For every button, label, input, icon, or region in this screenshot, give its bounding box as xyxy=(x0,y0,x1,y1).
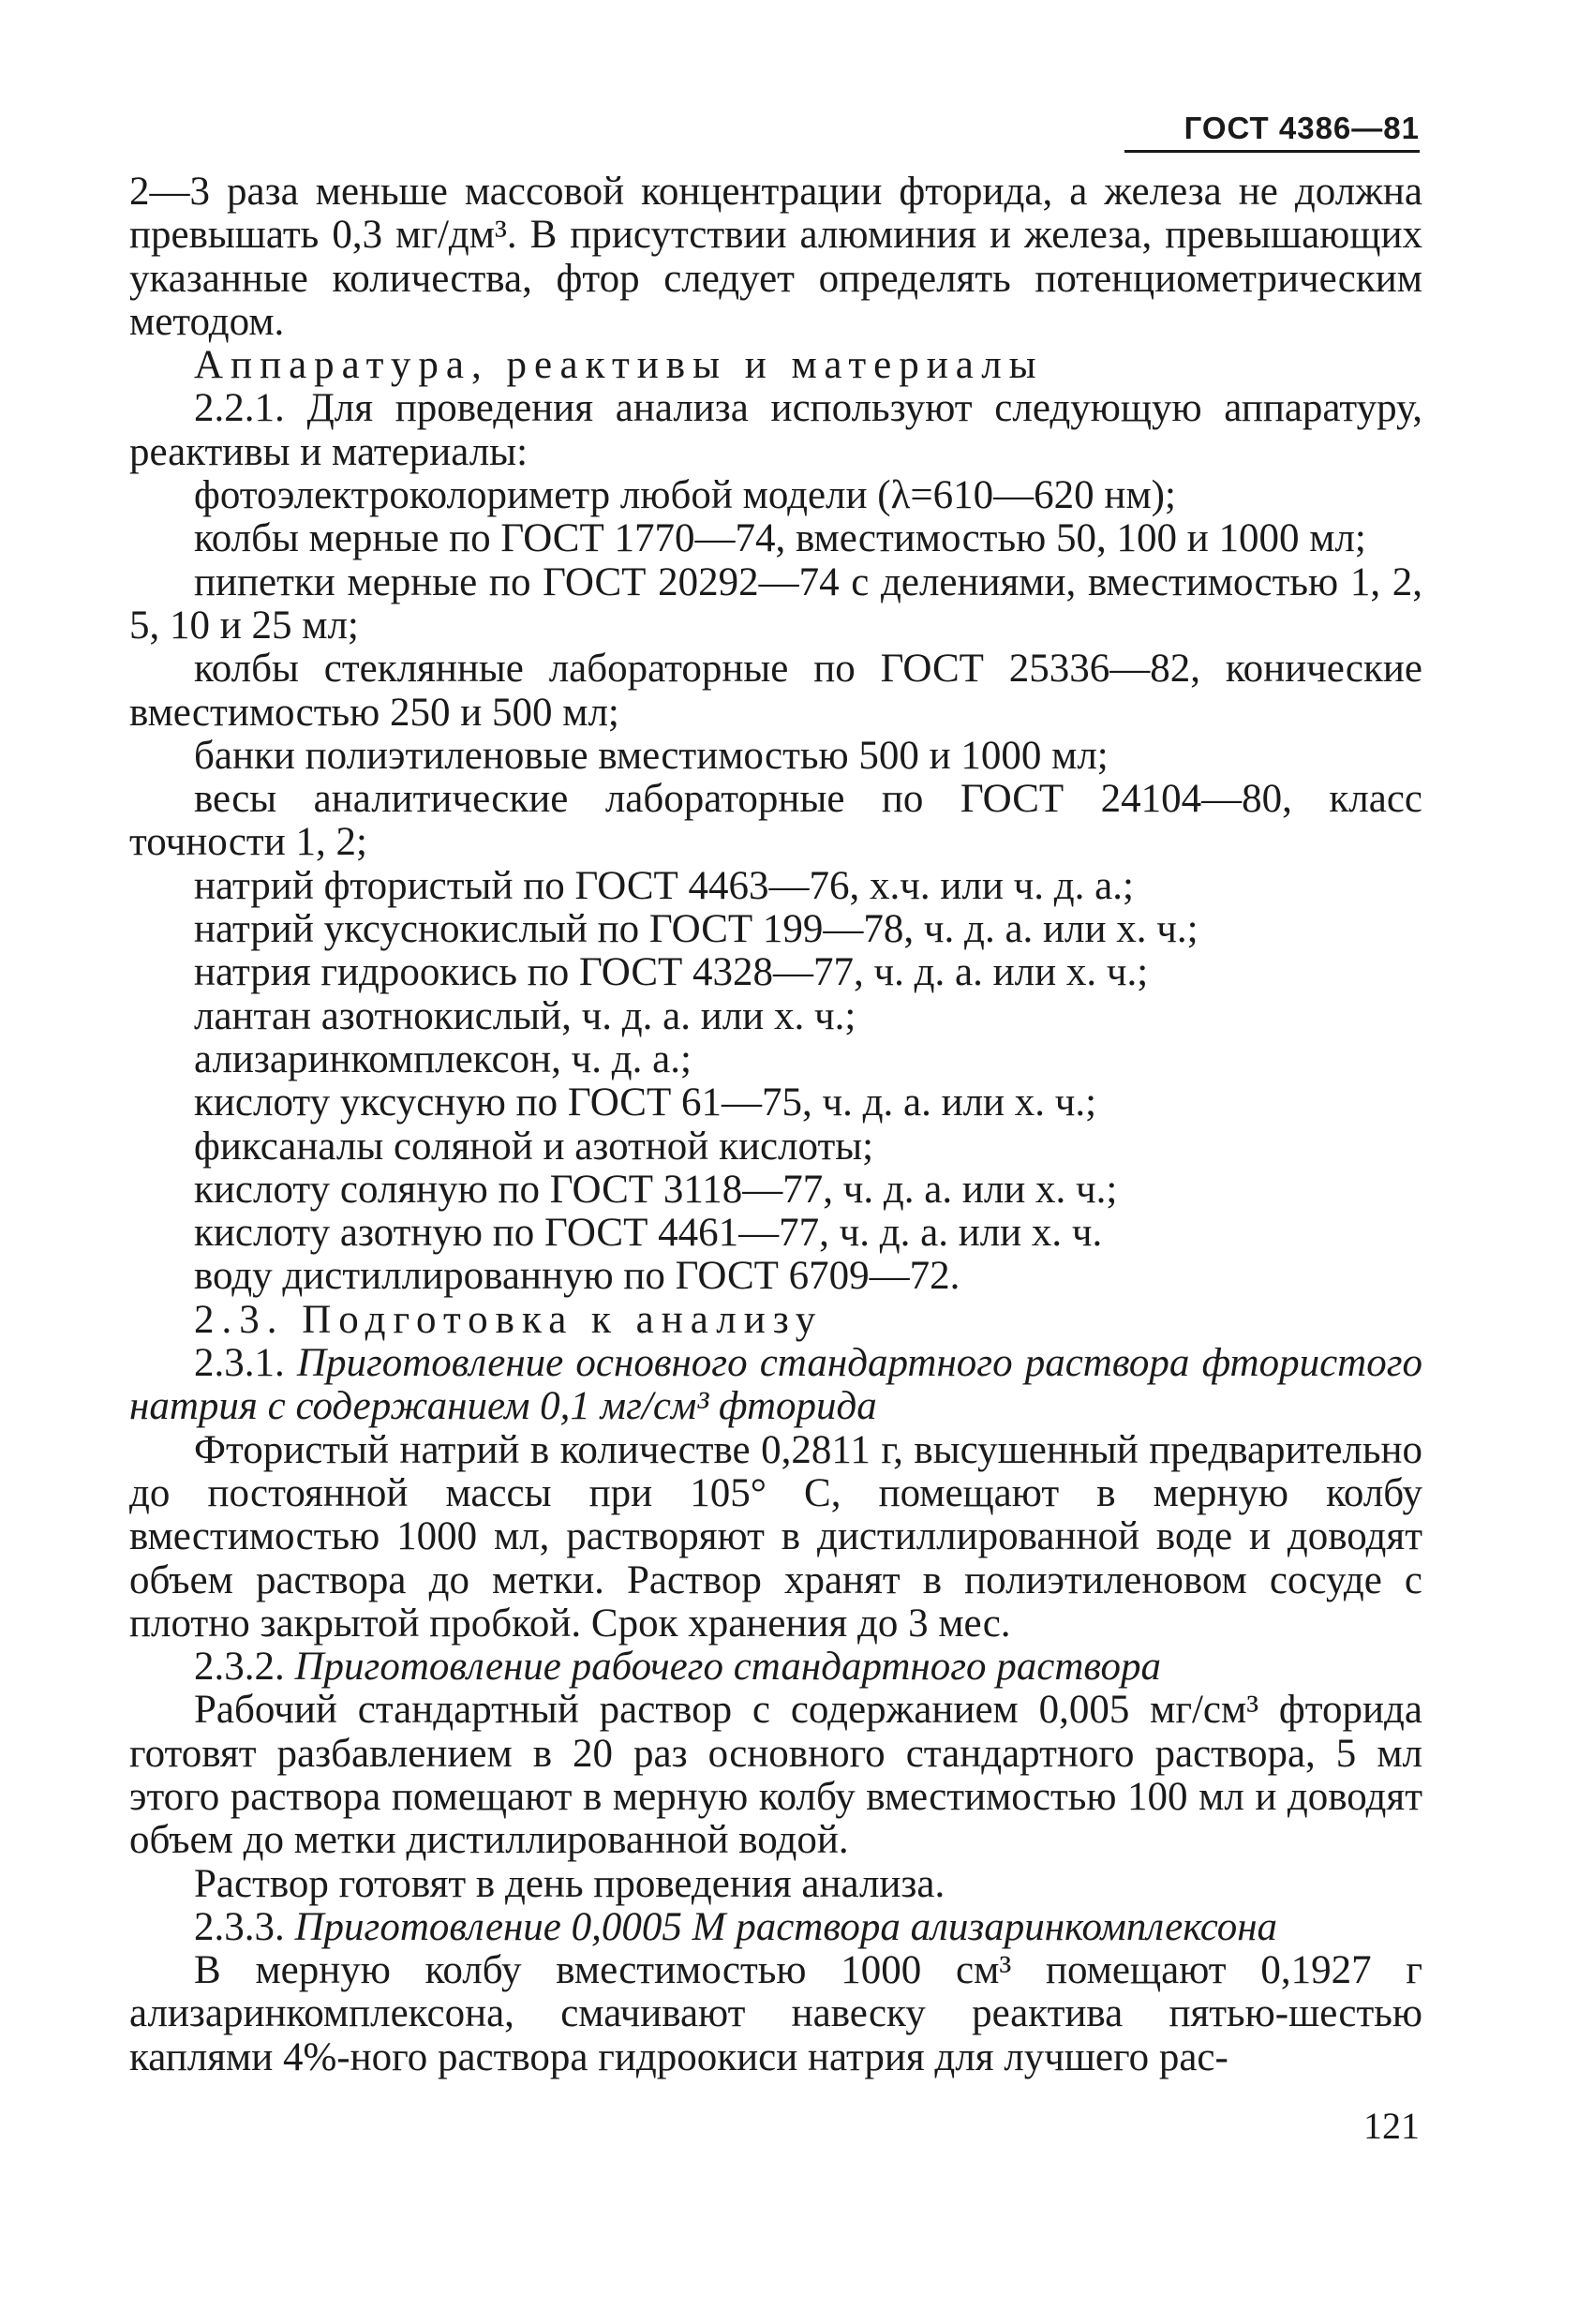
paragraph: Фтористый натрий в количестве 0,2811 г, высушенный предварительно до постоянной массы при 105° С, помещают в мерную колбу вместимостью 1000 мл, растворяют в дистиллированной воде и доводят объем раствора до метки. Раствор хранят в полиэтиленовом сосуде с плотно закрытой пробкой. Срок хранения до 3 мес. xyxy=(129,1427,1422,1646)
subheading: Аппаратура, реактивы и материалы xyxy=(194,343,1044,388)
list-item: натрий уксуснокислый по ГОСТ 199—78, ч. д. а. или х. ч.; xyxy=(194,907,1198,952)
subsection-number: 2.3.2. xyxy=(194,1645,285,1690)
list-item: воду дистиллированную по ГОСТ 6709—72. xyxy=(194,1254,960,1299)
subsection-title-text: Приготовление рабочего стандартного раствора xyxy=(294,1645,1162,1690)
subsection-number: 2.3.1. xyxy=(194,1341,285,1386)
list-item: лантан азотнокислый, ч. д. а. или х. ч.; xyxy=(194,993,856,1038)
list-item: фотоэлектроколориметр любой модели (λ=610—620 нм); xyxy=(194,473,1176,518)
subsection-title xyxy=(129,1646,1422,1689)
paragraph: Раствор готовят в день проведения анализа. xyxy=(194,1861,945,1906)
document-header: ГОСТ 4386—81 xyxy=(1184,111,1420,145)
header-rule xyxy=(1124,150,1420,153)
list-item: кислоту соляную по ГОСТ 3118—77, ч. д. а. или х. ч.; xyxy=(194,1167,1118,1212)
list-item: колбы мерные по ГОСТ 1770—74, вместимостью 50, 100 и 1000 мл; xyxy=(194,516,1366,561)
page-number: 121 xyxy=(1363,2105,1420,2147)
list-item: пипетки мерные по ГОСТ 20292—74 с делениями, вместимостью 1, 2, 5, 10 и 25 мл; xyxy=(129,559,1422,648)
subsection-title-text: Приготовление основного стандартного раствора фтористого натрия с содержанием 0,1 мг/см³ фторида xyxy=(129,1341,1422,1429)
subsection-title-text: Приготовление 0,0005 М раствора ализаринкомплексона xyxy=(294,1904,1278,1949)
list-item: натрий фтористый по ГОСТ 4463—76, х.ч. или ч. д. а.; xyxy=(194,863,1134,908)
subsection-title xyxy=(129,1906,1422,1949)
list-item: кислоту азотную по ГОСТ 4461—77, ч. д. а. или х. ч. xyxy=(194,1211,1103,1256)
paragraph: В мерную колбу вместимостью 1000 см³ помещают 0,1927 г ализаринкомплексона, смачивают навеску реактива пятью-шестью каплями 4%-ного раствора гидроокиси натрия для лучшего рас- xyxy=(129,1948,1422,2079)
list-item: натрия гидроокись по ГОСТ 4328—77, ч. д. а. или х. ч.; xyxy=(194,950,1149,995)
section-heading: 2.3. Подготовка к анализу xyxy=(194,1297,824,1342)
list-item: банки полиэтиленовые вместимостью 500 и 1000 мл; xyxy=(194,733,1109,778)
paragraph: 2—3 раза меньше массовой концентрации фторида, а железа не должна превышать 0,3 мг/дм³. В присутствии алюминия и железа, превышающих указанные количества, фтор следует определять потенциометрическим методом. xyxy=(129,170,1422,344)
subsection-number: 2.3.3. xyxy=(194,1904,285,1949)
list-item: кислоту уксусную по ГОСТ 61—75, ч. д. а. или х. ч.; xyxy=(194,1080,1097,1125)
subsection-title xyxy=(129,1342,1422,1429)
list-item: фиксаналы соляной и азотной кислоты; xyxy=(194,1124,874,1169)
list-item: ализаринкомплексон, ч. д. а.; xyxy=(194,1036,692,1081)
page-body xyxy=(129,171,1422,2079)
list-item: колбы стеклянные лабораторные по ГОСТ 25336—82, конические вместимостью 250 и 500 мл; xyxy=(129,647,1422,735)
paragraph: 2.2.1. Для проведения анализа используют следующую аппаратуру, реактивы и материалы: xyxy=(129,386,1422,474)
list-item: весы аналитические лабораторные по ГОСТ 24104—80, класс точности 1, 2; xyxy=(129,777,1422,865)
paragraph: Рабочий стандартный раствор с содержанием 0,005 мг/см³ фторида готовят разбавлением в 20 раз основного стандартного раствора, 5 мл этого раствора помещают в мерную колбу вместимостью 100 мл и доводят объем до метки дистиллированной водой. xyxy=(129,1688,1422,1863)
